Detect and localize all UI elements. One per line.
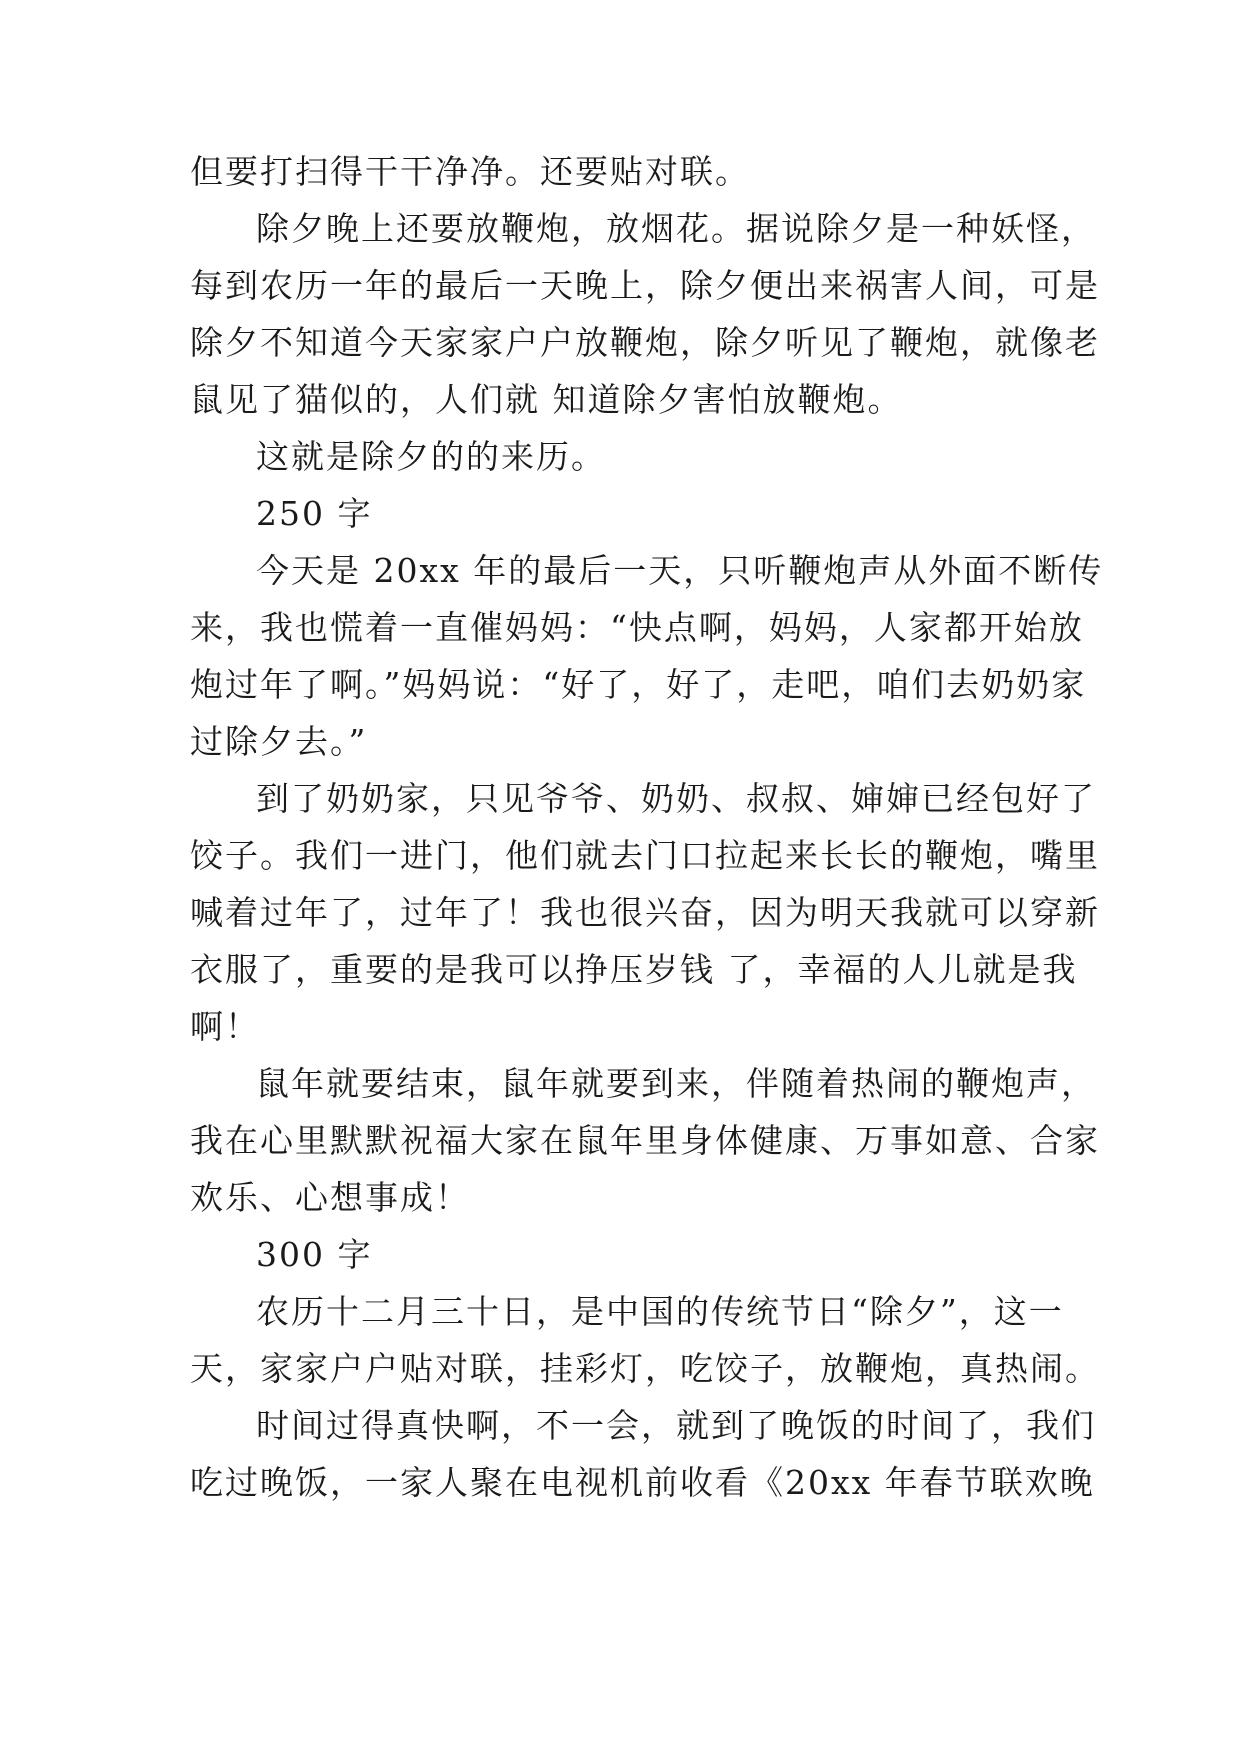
section-heading: 300 字 [256,1235,373,1274]
text-line: 每到农历一年的最后一天晚上，除夕便出来祸害人间，可是 [190,266,1100,305]
text-line: 除夕晚上还要放鞭炮，放烟花。据说除夕是一种妖怪， [256,209,1096,248]
text-line: 天，家家户户贴对联，挂彩灯，吃饺子，放鞭炮，真热闹。 [190,1349,1100,1388]
text-line: 衣服了，重要的是我可以挣压岁钱 了，幸福的人儿就是我 [190,950,1078,989]
text-line: 喊着过年了，过年了！我也很兴奋，因为明天我就可以穿新 [190,893,1100,932]
text-line: 但要打扫得干干净净。还要贴对联。 [190,152,750,191]
text-line: 炮过年了啊。”妈妈说：“好了，好了，走吧，咱们去奶奶家 [190,665,1087,704]
text-line: 来，我也慌着一直催妈妈：“快点啊，妈妈，人家都开始放 [190,608,1084,647]
text-line: 农历十二月三十日，是中国的传统节日“除夕”，这一 [256,1292,1064,1331]
text-line: 过除夕去。” [190,722,368,761]
text-line: 这就是除夕的的来历。 [256,437,606,476]
text-line: 鼠年就要结束，鼠年就要到来，伴随着热闹的鞭炮声， [256,1064,1096,1103]
text-line: 吃过晚饭，一家人聚在电视机前收看《20xx 年春节联欢晚 [190,1463,1095,1502]
text-line: 饺子。我们一进门，他们就去门口拉起来长长的鞭炮，嘴里 [190,836,1100,875]
text-line: 我在心里默默祝福大家在鼠年里身体健康、万事如意、合家 [190,1121,1100,1160]
text-line: 欢乐、心想事成！ [190,1178,470,1217]
text-line: 除夕不知道今天家家户户放鞭炮，除夕听见了鞭炮，就像老 [190,323,1100,362]
text-line: 鼠见了猫似的，人们就 知道除夕害怕放鞭炮。 [190,380,903,419]
text-line: 到了奶奶家，只见爷爷、奶奶、叔叔、婶婶已经包好了 [256,779,1096,818]
text-line: 今天是 20xx 年的最后一天，只听鞭炮声从外面不断传 [256,551,1104,590]
text-line: 啊！ [190,1007,260,1046]
text-line: 时间过得真快啊，不一会，就到了晚饭的时间了，我们 [256,1406,1096,1445]
section-heading: 250 字 [256,494,373,533]
